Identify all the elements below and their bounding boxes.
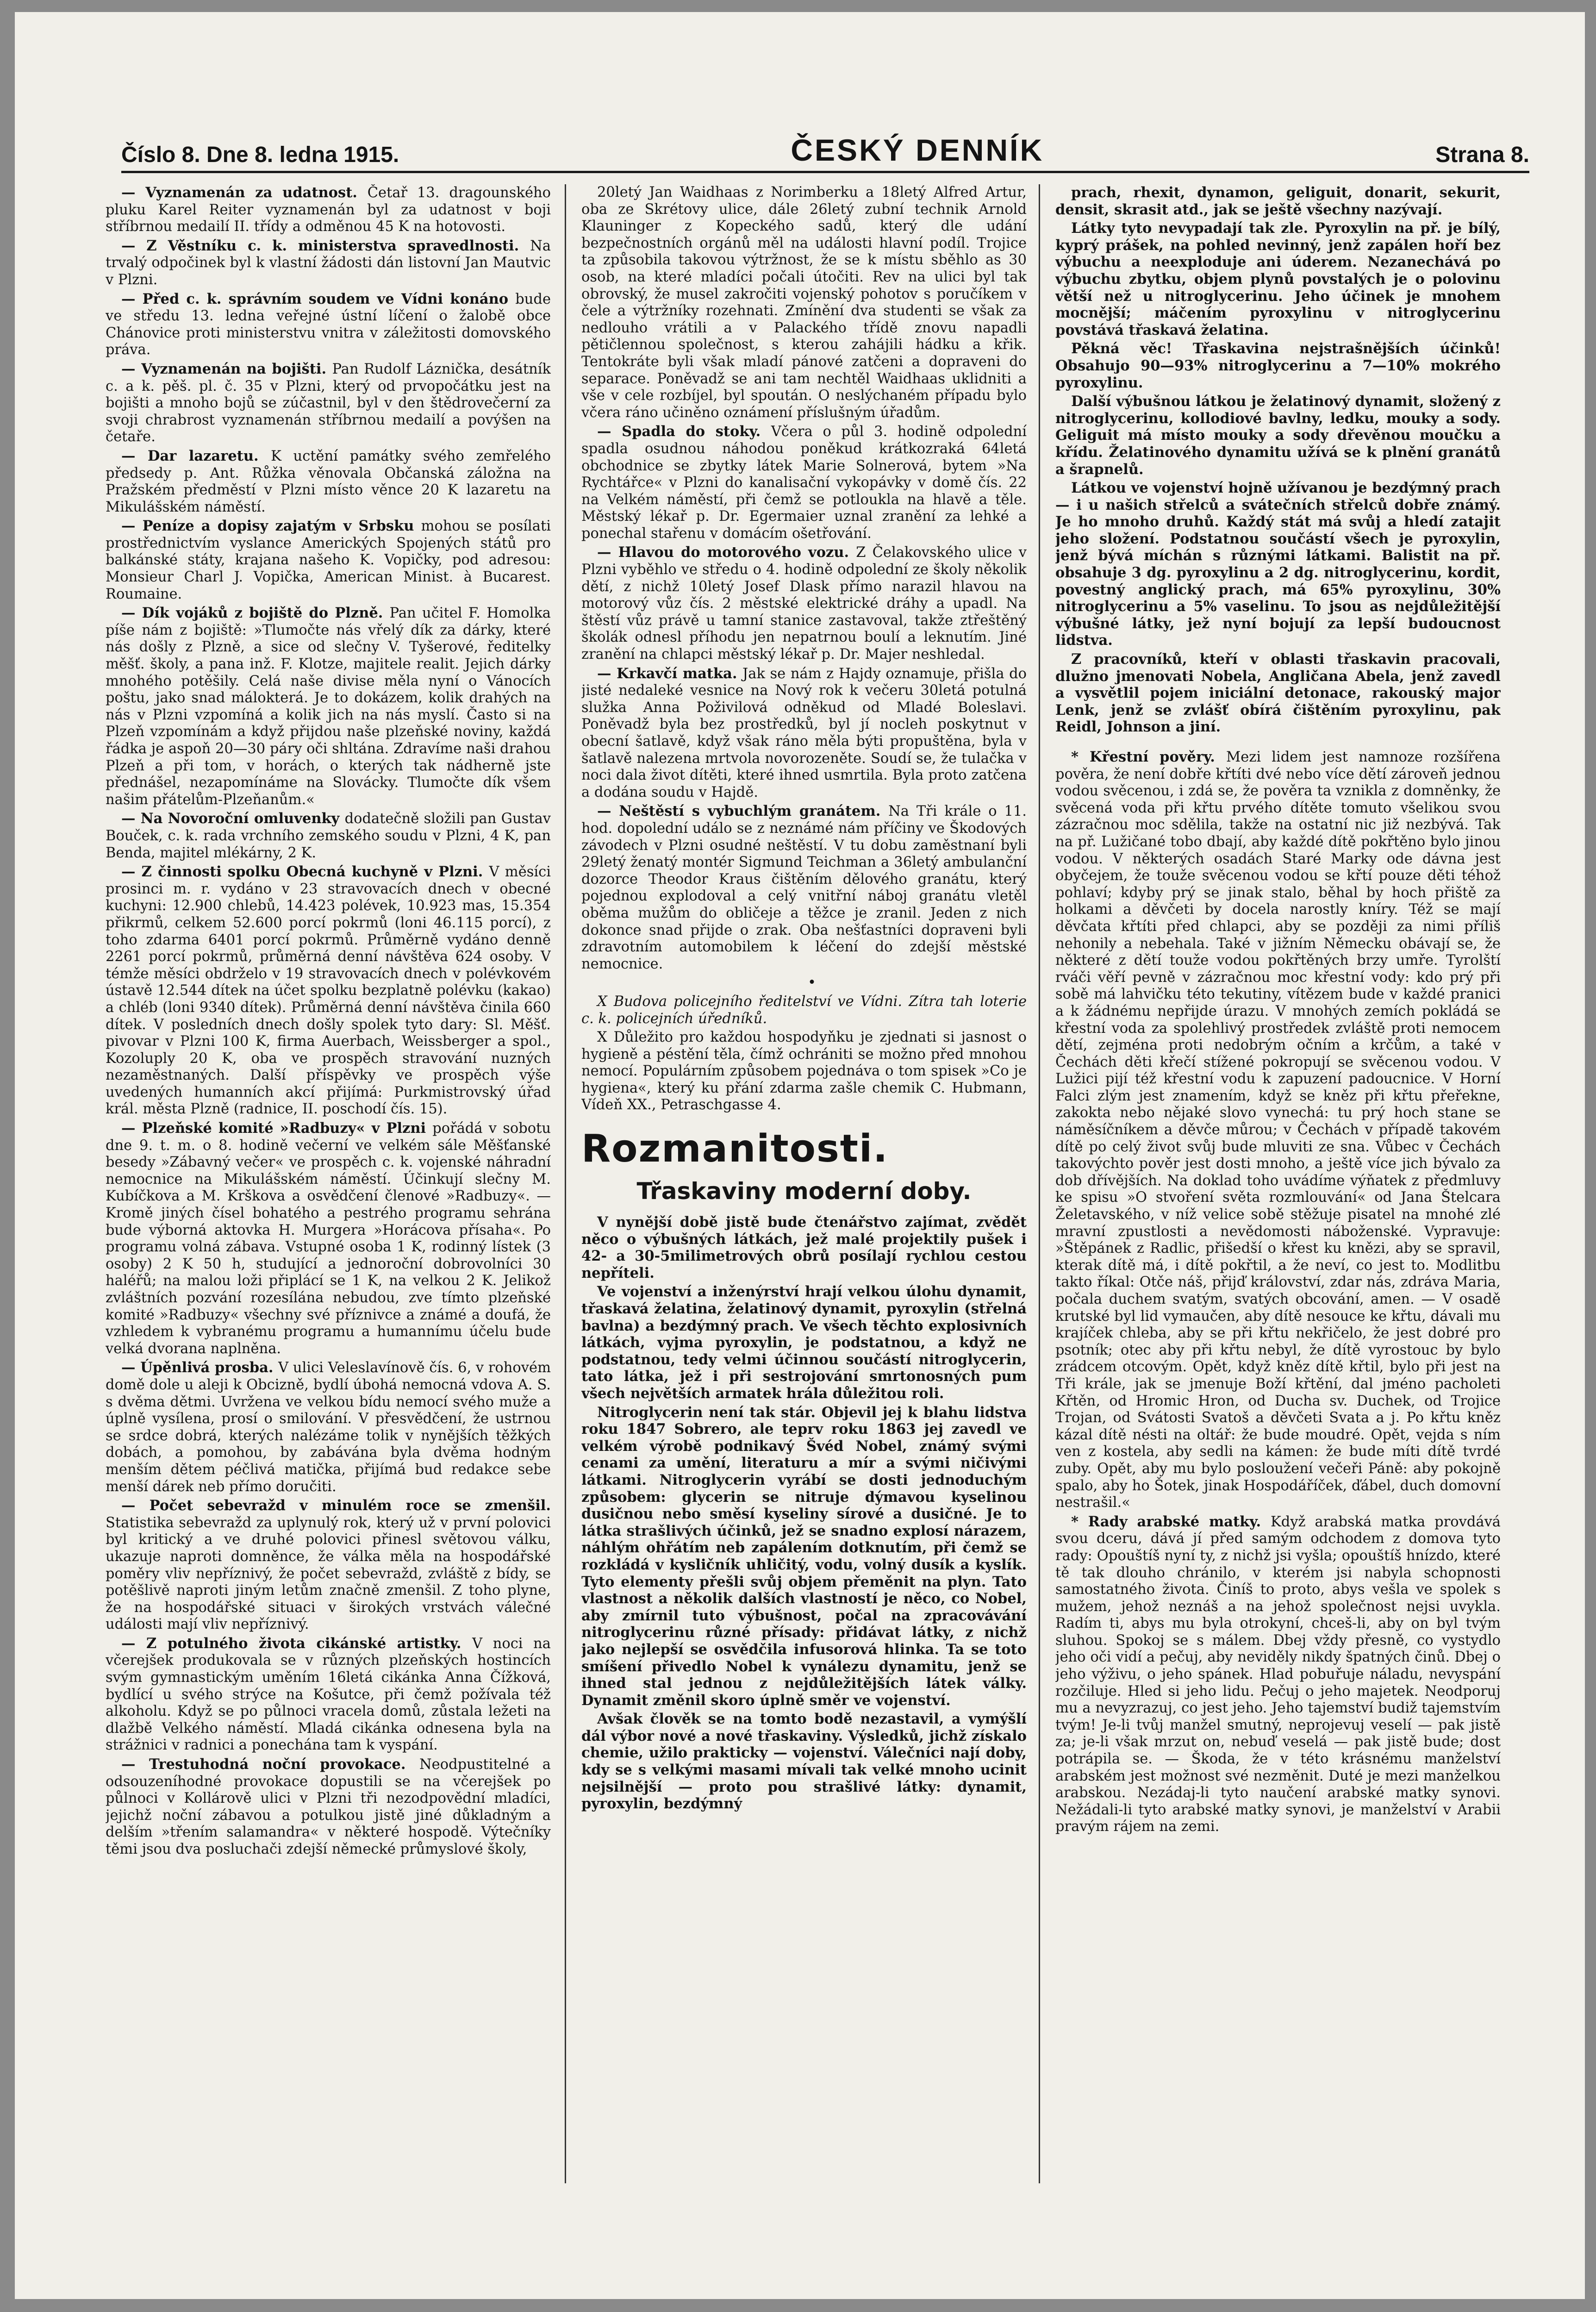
article-paragraph: Avšak člověk se na tomto bodě nezastavil, a vymýšlí dál výbor nové a nové třaskaviny. Výsledků, jichž získalo chemie, užilo prakticky — vojenství. Válečníci nají doby, kdy se s velkými masami mívali tak velké mnoho ucinit nejsilnější — proto pou strašlivé látky: dynamit, pyroxylin, bezdýmný: [581, 1711, 1027, 1812]
news-item: [106, 1635, 551, 1754]
news-headline: — Úpěnlivá prosba.: [121, 1359, 279, 1376]
news-item: [106, 291, 551, 359]
news-text: Jak se nám z Hajdy oznamuje, přišla do jisté nedaleké vesnice na Nový rok k večeru 30letá potulná služka Anna Poživilová odněkud od Mladé Boleslavi. Poněvadž byla bez prostředků, byl jí nocleh poskytnut v obecní šatlavě, když však ráno měla býti propuštěna, byla v šatlavě nalezena mrtvola novorozeněte. Soudí se, že tulačka v noci dala život dítěti, které ihned usmrtila. Byla proto zatčena a dodána soudu v Hajdě.: [581, 665, 1027, 800]
column-divider: [565, 184, 566, 2183]
news-text: Statistika sebevražd za uplynulý rok, který už v první polovici byl kritický a ve druhé polovici přinesl světovou válku, ukazuje naproti domněnce, že válka měla na hospodářské poměry vliv nepříznivý, že počet sebevražd, zvláště z bídy, se potěšlivě naproti jiným letům značně zmenšil. Z toho plyne, že na hospodářské situaci v širokých vrstvách válečné události mají vliv nepříznivý.: [106, 1514, 551, 1633]
news-item: [106, 1120, 551, 1357]
news-item: [106, 1359, 551, 1495]
news-headline: * Rady arabské matky.: [1071, 1513, 1271, 1530]
news-item: [1055, 1513, 1501, 1836]
news-text: Na trvalý odpočinek byl k vlastní žádosti dán listovní Jan Mautvic v Plzni.: [106, 237, 551, 288]
article-paragraph: prach, rhexit, dynamon, geliguit, donarit, sekurit, densit, skrasit atd., jak se ještě všechny nazývají.: [1055, 184, 1501, 218]
article-paragraph: Látky tyto nevypadají tak zle. Pyroxylin na př. je bílý, kyprý prášek, na pohled nevinný, jenž zapálen hoří bez výbuchu a neexploduje ani úderem. Nezanechává po výbuchu zbytku, objem plynů povstalých je o polovinu větší než u nitroglycerinu. Jeho účinek je mnohem mocnější; máčením pyroxylinu v nitroglycerinu povstává třaskavá želatina.: [1055, 220, 1501, 338]
news-headline: — Počet sebevražd v minulém roce se zmenšil.: [121, 1497, 551, 1514]
news-headline: — Hlavou do motorového vozu.: [597, 544, 856, 561]
news-item: [581, 423, 1027, 542]
news-headline: — Z Věstníku c. k. ministerstva spravedlnosti.: [121, 237, 530, 254]
news-item: [106, 1756, 551, 1858]
article-title: Třaskaviny moderní doby.: [636, 1178, 972, 1205]
news-text: Když arabská matka provdává svou dceru, dává jí před samým odchodem z domova tyto rady: Opouštíš nyní ty, z nichž jsi vyšla; opouštíš hnízdo, které tě tak dlouho chránilo, v kterém jsi nabyla schopnosti samostatného života. Činíš to proto, abys vešla ve spolek s mužem, jehož neznáš a na jehož společnost nejsi uvykla. Radím ti, abys mu byla otrokyní, chceš-li, aby on byl tvým sluhou. Spokoj se s málem. Dbej vždy přesně, co vystydlo jeho oči vidí a pečuj, aby neviděly nikdy špatných činů. Dbej o jeho výživu, o jeho spánek. Hlad pobuřuje náladu, nevyspání rozčiluje. Hled si jeho lidu. Pečuj o jeho majetek. Neodporuj mu a nevyzrazuj, co jest jeho. Jeho tajemství budiž tajemstvím tvým! Je-li tvůj manžel smutný, neprojevuj veselí — pak jistě za; je-li však mrzut on, nebuď veselá — pak jistě bude; dost potrápila se. — Škoda, že v této krásnému manželství arabském jest možnost své nezměnit. Duté je mezi manželkou arabskou. Nezádaj-li tyto naučení arabské matky synovi. Nežádali-li tyto arabské matky synovi, je manželství v Arabii pravým rájem na zemi.: [1055, 1513, 1501, 1835]
page-number: Strana 8.: [1435, 143, 1529, 167]
news-text: Neodpustitelné a odsouzeníhodné provokace dopustili se na včerejšek po půlnoci v Kollárově ulici v Plzni tři nezodpovědní mladíci, jejichž noční zábavou a potulkou jistě jiné důkladným a delším »třením salamandra« v některé hospodě. Výtečníky těmi jsou dva posluchači zdejší německé průmyslové školy,: [106, 1756, 551, 1857]
news-item: [106, 605, 551, 808]
news-text: X Důležito pro každou hospodyňku je zjednati si jasnost o hygieně a péstění těla, čímž ochrániti se možno před mnohou nemocí. Populárním způsobem pojednáva o tom spisek »Co je hygiena«, který ku přání zdarma zašle chemik C. Hubmann, Vídeň XX., Petraschgasse 4.: [581, 1029, 1027, 1113]
news-item: [581, 544, 1027, 663]
news-text: Včera o půl 3. hodině odpolední spadla osudnou náhodou poněkud krátkozraká 64letá obchodnice se zbytky látek Marie Solnerová, bytem »Na Rychtářce« v Plzni do kanalisační vykopávky v domě čís. 22 na Velkém náměstí, při čemž se potloukla na hlavě a těle. Městský lékař p. Dr. Egermaier uznal zranění za lehké a ponechal stařenu v domácím ošetřování.: [581, 424, 1027, 542]
news-item: [106, 518, 551, 603]
article-paragraph: Další výbušnou látkou je želatinový dynamit, složený z nitroglycerinu, kollodiové bavlny, ledku, mouky a sody. Geliguit má místo mouky a sody dřevěnou moučku a křídu. Želatinového dynamitu užívá se k plnění granátů a šrapnelů.: [1055, 393, 1501, 478]
column-1: [106, 184, 551, 2183]
news-headline: — Trestuhodná noční provokace.: [121, 1756, 419, 1773]
news-headline: — Na Novoroční omluvenky: [121, 810, 345, 827]
news-headline: — Spadla do stoky.: [597, 423, 771, 440]
newspaper-page: [15, 12, 1585, 2299]
news-text: Četař 13. dragounského pluku Karel Reiter vyznamenán byl za udatnost v boji stříbrnou medailí II. třídy a odměnou 45 K na hotovosti.: [106, 185, 551, 235]
news-item: [581, 665, 1027, 801]
news-text: •: [808, 975, 816, 991]
page-header: [121, 128, 1529, 168]
news-item: [106, 184, 551, 236]
news-text: V noci na včerejšek produkovala se v různých plzeňských hostincích svým gymnastickým uměním 16letá cikánka Anna Čížková, bydlící u svého strýce na Košutce, při čemž požívala též alkoholu. Když se po půlnoci vracela domů, zůstala ležeti na dlažbě Velkého náměstí. Mladá cikánka odnesena byla na strážnici v radnici a ponechána tam k vyspání.: [106, 1635, 551, 1754]
news-text: Na Tři krále o 11. hod. dopolední událo se z neznámé nám příčiny ve Škodových závodech v Plzni osudné neštěstí. V tu dobu zaměstnaní byli 29letý ženatý montér Sigmund Teichman a 36letý ambulanční dozorce Theodor Kraus čištěním dělového granátu, který pojednou explodoval a celý vnitřní náboj granátu vletěl oběma mužům do obličeje a těžce je zranil. Jeden z nich dokonce snad přijde o zrak. Oba nešťastníci dopraveni byli zdravotním automobilem k léčení do zdejší městské nemocnice.: [581, 803, 1027, 972]
news-text: K uctění památky svého zemřelého předsedy p. Ant. Růžka věnovala Občanská záložna na Pražském předměstí v Plzni místo věnce 20 K lazaretu na Mikulášském náměstí.: [106, 448, 551, 515]
column-3: [1055, 184, 1501, 2183]
news-text: Z Čelakovského ulice v Plzni vyběhlo ve středu o 4. hodině odpolední ze školy několik dětí, z nichž 10letý Josef Dlask přímo narazil hlavou na motorový vůz čís. 2 městské elektrické dráhy a upadl. Na štěstí vůz právě u tamní stanice zastavoval, takže ztřeštěný školák odnesl příhodu jen nepatrnou boulí a leknutím. Jiné zranění na chlapci městský lékař p. Dr. Majer neshledal.: [581, 544, 1027, 663]
spacer: [1055, 737, 1501, 749]
news-item: [581, 975, 1027, 992]
news-headline: — Z potulného života cikánské artistky.: [121, 1635, 473, 1652]
news-headline: — Peníze a dopisy zajatým v Srbsku: [121, 518, 421, 535]
news-headline: — Plzeňské komité »Radbuzy« v Plzni: [121, 1120, 433, 1137]
article-paragraph: V nynější době jistě bude čtenářstvo zajímat, zvědět něco o výbušných látkách, jež malé projektily pušek i 42- a 30-5milimetrových obrů posílají rychlou cestou nepříteli.: [581, 1214, 1027, 1281]
news-item: [106, 1497, 551, 1633]
news-item: [106, 448, 551, 516]
news-item: [581, 803, 1027, 973]
news-item: [581, 1029, 1027, 1114]
news-text: Pan učitel F. Homolka píše nám z bojiště: »Tlumočte nás vřelý dík za dárky, které nás došly z Plzně, a sice od slečny V. Tyšerové, ředitelky měšť. školy, a pana inž. F. Klotze, majitele realit. Jejich dárky mnohého potěšily. Celá naše divise měla nyní o Vánocích poštu, jako snad málokterá. Je to dokázem, kolik drahých na nás v Plzni vzpomíná a kolik jich na nás myslí. Často si na Plzeň vzpomínám a když přijdou naše plzeňské noviny, každá řádka je aspoň 20—30 páry oči shltána. Zdravíme naši drahou Plzeň a při tom, v horách, o kterých tak nádherně jste přednášel, nezapomínáme na Slovácky. Tlumočte dík všem našim přátelům-Plzeňanům.«: [106, 605, 551, 808]
news-text: Mezi lidem jest namnoze rozšířena pověra, že není dobře křtíti dvé nebo více dětí zároveň jednou vodou svěcenou, i zdá se, že pověra ta vznikla z domněnky, že svěcená voda při křtu prvého dítěte tomuto všelikou svou zázračnou moc sdělila, takže na ostatní nic již nezbývá. Tak na př. Lužičané tobo dbají, aby každé dítě pokřtěno bylo jinou vodou. V některých osadách Staré Marky ode dávna jest obyčejem, že touže svěcenou vodou se křtí pouze děti téhož pohlaví; kdyby prý se jinak stalo, běhal by hoch přiště za holkami a děvčeti by docela narostly kníry. Též se mají děvčata křtíti před chlapci, aby se později za nimi příliš nehonily a nebehala. Také v jižním Německu obávají se, že některé z dětí touže vodou pokřtěných brzy umře. Tyrolští rváči věří pevně v zázračnou moc křestní vody: kdo prý při sobě má lahvičku této tekutiny, vítězem bude v každé pranici a k žádnému nepřijde úrazu. V mnohých zemích pokládá se křestní voda za spolehlivý prostředek zvláště proti nemocem dětí, zejména proti nedobrým očním a krčům, a také v Čechách děti křečí stížené pokropují se svěcenou vodou. V Lužici pijí též křestní vodu k zapuzení padoucnice. V Horní Falci zlým jest znamením, když se kněz při křtu přeřekne, zakokta nebo nějaké slovo vynechá: tu prý hoch stane se náměsíčníkem a děvče můrou; v Čechách v případě takovém dítě po celý život svůj bude mluviti ze sna. Vůbec v Čechách takovýchto pověr jest dosti mnoho, a ještě více jich bývalo za dob dřívějších. Na doklad toho uvádíme výňatek z předmluvy ke spisu »O stvoření světa rozmlouvání« od Jana Štelcara Želetavského, v níž velice sobě stěžuje pisatel na mnohé zlé mravní zpustlosti a nevědomosti náboženské. Vypravuje: »Štěpánek z Radlic, přišedší o křest ku knězi, aby se spravil, kterak dítě má, i dítě pokřtil, a že neví, co jest to. Modlitbu takto říkal: Otče náš, přijď království, zdar nás, zdráva Maria, počala duchem svatým, svatých obcování, amen. — V osadě krutské byl lid vymaučen, aby dítě nesouce ke křtu, dávali mu krajíček chleba, aby se při křtu nekřičelo, že jest dobré pro psotník; otec aby při křtu nebyl, že dítě vyrostouc by bylo zrádcem otcovým. Opět, když kněz dítě křtil, bylo při jest na Tři krále, jak se jmenuje Boží křtění, dal jméno pacholeti Křtěn, od Hromic Hron, od Ducha sv. Duchek, od Trojice Trojan, od Svátosti Svatoš a děvčeti Svata a j. Po křtu kněz kázal dítě nésti na oltář: že bude moudré. Opět, vejda s ním ven z kostela, aby sedli na kámen: že bude míti dítě tvrdé zuby. Opět, aby mu bylo posloužení večeři Páně: aby pokojně spalo, aby ho Šotek, jinak Hospodáříček, ďábel, duch domovní nestrašil.«: [1055, 749, 1501, 1511]
news-headline: * Křestní pověry.: [1071, 749, 1226, 765]
news-headline: — Neštěstí s vybuchlým granátem.: [597, 803, 889, 820]
section-title: Rozmanitosti.: [581, 1127, 889, 1171]
news-headline: — Vyznamenán na bojišti.: [121, 360, 332, 377]
news-text: pořádá v sobotu dne 9. t. m. o 8. hodině večerní ve velkém sále Měšťanské besedy »Zábavný večer« ve prospěch c. k. vojenské náhradní nemocnice na Mikulášském náměstí. Účinkují slečny M. Kubíčkova a M. Krškova a osvědčení členové »Radbuzy«. — Kromě jiných čísel bohatého a pestrého programu sehrána bude výborná aktovka H. Murgera »Horácova přísaha«. Po programu volná zábava. Vstupné osoba 1 K, rodinný lístek (3 osoby) 2 K 50 h, studující a jednoroční dobrovolníci 30 haléřů; na malou loži připlácí se 1 K, na velkou 2 K. Jelikož zvláštních pozvání rozesílána nebudou, zve tímto plzeňské komité »Radbuzy« všechny své příznivce a známé a doufá, že vzhledem k vybranému programu a humannímu účelu bude velká dvorana naplněna.: [106, 1120, 551, 1357]
news-text: V měsíci prosinci m. r. vydáno v 23 stravovacích dnech v obecné kuchyni: 12.900 chlebů, 14.423 polévek, 10.923 mas, 15.354 přikrmů, celkem 52.600 porcí pokrmů (loni 46.115 porcí), z toho zdarma 6401 porcí pokrmů. Průměrně vydáno denně 2261 porcí pokrmů, průměrná denní návštěva 624 osoby. V témže měsíci obdrželo v 19 stravovacích dnech v polévkovém ústavě 12.544 dítek na účet spolku bezplatně polévku (kakao) a chléb (loni 9340 dítek). Průměrná denní návštěva činila 660 dítek. V posledních dnech došly spolek tyto dary: Sl. Měšť. pivovar v Plzni 100 K, firma Auerbach, Weissberger a spol., Kozoluply 20 K, oba ve prospěch stravování nuzných nezaměstnaných. Další příspěvky ve prospěch výše uvedených humanních akcí přijímá: Purkmistrovský úřad král. města Plzně (radnice, II. poschodí čís. 15).: [106, 864, 551, 1118]
news-text: dodatečně složili pan Gustav Bouček, c. k. rada vrchního zemského soudu v Plzni, 4 K, pan Benda, majitel mlékárny, 2 K.: [106, 811, 551, 861]
column-2: [581, 184, 1027, 2183]
news-text: X Budova policejního ředitelství ve Vídni. Zítra tah loterie c. k. policejních úředníků.: [581, 993, 1027, 1027]
news-text: Pan Rudolf Láznička, desátník c. a k. pěš. pl. č. 35 v Plzni, který od prvopočátku jest na bojišti a mnoho bojů se zúčastnil, byl v den štědrovečerní za svoji chrabrost vyznamenán stříbrnou medailí a povýšen na četaře.: [106, 361, 551, 445]
news-headline: — Z činnosti spolku Obecná kuchyně v Plzni.: [121, 863, 489, 881]
news-text: V ulici Veleslavínově čís. 6, v rohovém domě dole u aleji k Obcizně, bydlí úbohá nemocná vdova A. S. s dvěma dětmi. Uvržena ve velkou bídu nemocí svého muže a úplně vysílena, prosí o smilování. V přesvědčení, že ustrnou se srdce dobrá, kterých nalézáme tolik v nynějších těžkých dobách, a pomohou, by zabávána byla dvěma hodným menším dětem péčlivá matička, přijímá bud redakce sebe menší dárek neb přímo doručiti.: [106, 1360, 551, 1495]
article-paragraph: Z pracovníků, kteří v oblasti třaskavin pracovali, dlužno jmenovati Nobela, Angličana Abela, jenž zavedl a vysvětlil pojem iniciální detonace, rakouský major Lenk, jenž se zvlášť obírá čištěním pyroxylinu, pak Reidl, Johnson a jiní.: [1055, 651, 1501, 736]
news-item: [1055, 749, 1501, 1512]
news-item: [106, 863, 551, 1118]
article-paragraph: Nitroglycerin není tak stár. Objevil jej k blahu lidstva roku 1847 Sobrero, ale teprv roku 1863 jej zavedl ve velkém výrobě podnikavý Švéd Nobel, známý svými cenami za umění, literaturu a mír a svými ničivými látkami. Nitroglycerin vyrábí se dosti jednoduchým způsobem: glycerin se nitruje dýmavou kyselinou dusičnou nebo směsí kyseliny sírové a dusičné. Je to látka strašlivých účinků, jež se snadno explosí nárazem, náhlým ohřátím neb zapálením dotknutím, při čemž se rozkládá v kysličník uhličitý, vodu, volný dusík a kyslík. Tyto elementy přešli svůj objem přeměnit na plyn. Tato vlastnost a několik dalších vlastností je něco, co Nobel, aby zmírnil tuto výbušnost, počal na zpracovávání nitroglycerinu různé přísady: přidávat látky, z nichž jako nejlepší se osvědčila infusorová hlinka. Ta se toto smíšení přivedlo Nobel k vynálezu dynamitu, jenž se ihned stal jednou z nejdůležitějších látek války. Dynamit změnil skoro úplně směr ve vojenství.: [581, 1404, 1027, 1709]
news-text: mohou se posílati prostřednictvím vyslance Amerických Spojených států pro balkánské státy, krajana našeho K. Vopičky, pod adresou: Monsieur Charl J. Vopička, American Minist. à Bucarest. Roumaine.: [106, 518, 551, 602]
masthead-title: ČESKÝ DENNÍK: [791, 133, 1044, 167]
news-headline: — Dík vojáků z bojiště do Plzně.: [121, 605, 390, 622]
news-item: [581, 994, 1027, 1027]
news-headline: — Vyznamenán za udatnost.: [121, 184, 368, 201]
column-divider: [1039, 184, 1040, 2183]
news-item: [581, 184, 1027, 421]
news-item: [106, 810, 551, 862]
news-item: [106, 361, 551, 446]
news-headline: — Dar lazaretu.: [121, 447, 271, 464]
header-rule: [121, 171, 1529, 173]
news-text: 20letý Jan Waidhaas z Norimberku a 18letý Alfred Artur, oba ze Skrétovy ulice, dále 26letý zubní technik Arnold Klauninger z Kopeckého sadů, který dle udání bezpečnostních orgánů měl na události hlavní podíl. Trojice ta způsobila takovou výtržnost, že se k místu sběhlo as 30 osob, na které mladíci počali útočiti. Rev na ulici byl tak obrovský, že musel zakročiti vojenský pohotov s poručíkem v čele a výtržníky rozehnati. Zmínění dva studenti se však za nedlouho vrátili a v Palackého třídě znovu napadli pětičlennou společnost, s kterou zahájili hádku a křik. Tentokráte byli však mladí pánové zatčeni a dopraveni do separace. Poněvadž se ani tam nechtěl Waidhaas uklidniti a vše v cele rozbíjel, byl spoután. O neslýchaném případu bylo včera ráno učiněno oznámení příslušným úřadům.: [581, 184, 1027, 421]
article-paragraph: Látkou ve vojenství hojně užívanou je bezdýmný prach — i u našich střelců a svátečních střelců dobře známý. Je ho mnoho druhů. Každý stát má svůj a hledí zatajit jeho složení. Podstatnou součástí všech je pyroxylin, jenž bývá míchán s různými látkami. Balistit na př. obsahuje 3 dg. pyroxylinu a 2 dg. nitroglycerinu, kordit, povestný anglický prach, má 65% pyroxylinu, 30% nitroglycerinu a 5% vaselinu. To jsou as nejdůležitější výbušné látky, jež nyní bojují za lepší budoucnost lidstva.: [1055, 480, 1501, 649]
news-headline: — Před c. k. správním soudem ve Vídni konáno: [121, 290, 516, 307]
article-paragraph: Pěkná věc! Třaskavina nejstrašnějších účinků! Obsahujo 90—93% nitroglycerinu a 7—10% mokrého pyroxylinu.: [1055, 340, 1501, 391]
article-paragraph: Ve vojenství a inženýrství hrají velkou úlohu dynamit, třaskavá želatina, želatinový dynamit, pyroxylin (střelná bavlna) a bezdýmný prach. Ve všech těchto explosivních látkách, vyjma pyroxylin, je podstatnou, a když ne podstatnou, tedy velmi účinnou součástí nitroglycerin, tato látka, jež i při sestrojování smrtonosných pum všech největších armatek hrála důležitou roli.: [581, 1283, 1027, 1402]
news-text: bude ve středu 13. ledna veřejné ústní líčení o žalobě obce Chánovice proti ministerstvu vnitra v záležitosti domovského práva.: [106, 291, 551, 358]
news-item: [106, 237, 551, 289]
issue-date: Číslo 8. Dne 8. ledna 1915.: [121, 143, 399, 167]
news-headline: — Krkavčí matka.: [597, 665, 743, 682]
